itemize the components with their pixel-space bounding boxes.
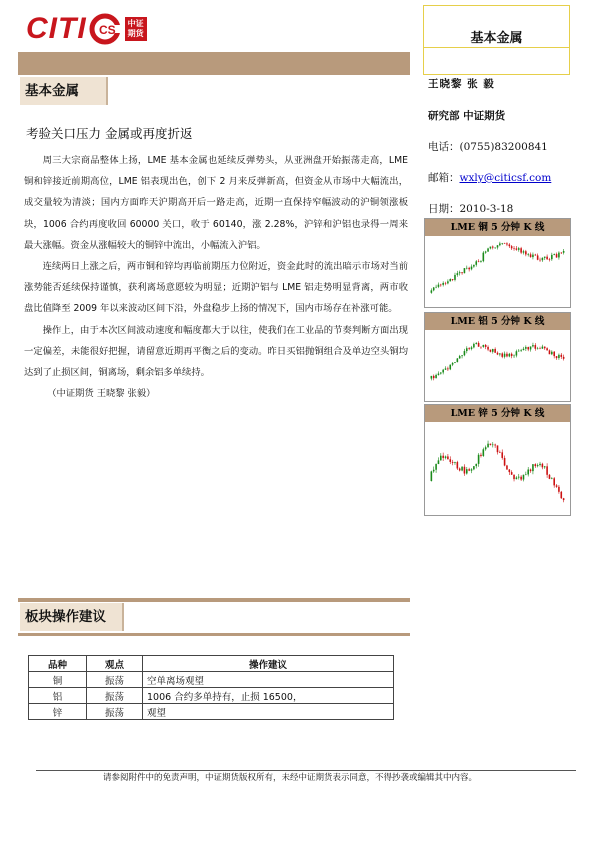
candle-body <box>520 477 522 480</box>
candle-body <box>504 458 506 466</box>
candle-body <box>501 243 503 244</box>
candle-body <box>438 374 440 375</box>
chart-aluminum-plot <box>425 330 570 401</box>
candle-body <box>433 470 435 472</box>
candle-body <box>530 254 532 257</box>
paragraph-1: 周三大宗商品整体上扬，LME 基本金属也延续反弹势头，从亚洲盘开始振荡走高，LME 铜和锌接近前期高位，LME 铝表现出色，创下 2 月来反弹新高，但资金从市场中大幅流出，成交量较为清淡；国内方面昨天沪期高开后一路走高，近期一直保持窄幅波动的沪铜领涨板块，1006 合约再度收回 60000 关口，收于 60140，涨 2.28%，沪锌和沪铝也录得一周来最大涨幅。资金从涨幅较大的铜锌中流出，小幅流入沪铝。 <box>24 155 408 251</box>
cell-view: 振荡 <box>87 688 143 704</box>
candle-body <box>452 462 454 463</box>
candle-body <box>447 368 449 369</box>
table-header-row <box>29 656 394 672</box>
candle-body <box>534 345 536 349</box>
candle-body <box>431 471 433 481</box>
candle-body <box>563 498 565 500</box>
candle-body <box>497 353 499 355</box>
candle-body <box>473 344 475 347</box>
candle-body <box>492 247 494 248</box>
candle-body <box>516 478 518 480</box>
candle-body <box>442 370 444 373</box>
paragraph-2: 连续两日上涨之后，两市铜和锌均再临前期压力位附近，资金此时的流出暗示市场对当前涨势能否延续保持谨慎，获利离场意愿较为明显；近期沪铝与 LME 铝走势明显背离，两市收盘比值降至 2009 年以来波动区间下沿，外盘稳步上扬的情况下，国内市场存在补涨可能。 <box>24 261 408 315</box>
candle-body <box>539 260 541 261</box>
candle-body <box>475 261 477 265</box>
chart-aluminum <box>424 312 571 402</box>
article-headline: 考验关口压力 金属或再度折返 <box>26 126 193 141</box>
candle-body <box>518 351 520 352</box>
candle-body <box>452 279 454 280</box>
candle-body <box>551 478 553 479</box>
candle-body <box>518 477 520 478</box>
candle-body <box>492 349 494 352</box>
candle-body <box>483 345 485 347</box>
candle-body <box>478 343 480 347</box>
citics-logo <box>26 12 147 46</box>
date-line <box>428 201 513 216</box>
phone-line <box>428 139 548 154</box>
candle-body <box>466 348 468 351</box>
candle-body <box>544 257 546 258</box>
chart-copper-plot <box>425 236 570 307</box>
candle-body <box>468 348 470 349</box>
candle-body <box>433 287 435 290</box>
candle-body <box>527 470 529 475</box>
candle-body <box>440 372 442 373</box>
candle-body <box>520 350 522 351</box>
candle-body <box>525 251 527 254</box>
candle-body <box>459 356 461 358</box>
candle-body <box>537 255 539 259</box>
candle-body <box>497 445 499 452</box>
candle-body <box>549 259 551 260</box>
candle-body <box>449 459 451 462</box>
candle-body <box>459 272 461 273</box>
candle-body <box>445 456 447 458</box>
cell-advice: 1006 合约多单持有，止损 16500， <box>143 688 394 704</box>
candle-body <box>454 362 456 363</box>
candle-body <box>513 475 515 479</box>
candle-body <box>542 464 544 467</box>
candle-body <box>454 275 456 280</box>
candle-body <box>431 290 433 292</box>
candle-body <box>494 248 496 249</box>
candle-body <box>442 456 444 458</box>
candle-body <box>433 376 435 378</box>
candle-body <box>492 445 494 446</box>
candle-body <box>445 283 447 284</box>
candle-body <box>546 257 548 260</box>
candle-body <box>490 247 492 249</box>
candle-body <box>544 347 546 349</box>
candle-body <box>518 248 520 250</box>
candle-body <box>468 268 470 269</box>
candle-body <box>473 265 475 267</box>
phone-number: (0755)83200841 <box>459 141 548 153</box>
candle-body <box>461 272 463 273</box>
cell-advice: 观望 <box>143 704 394 720</box>
candle-body <box>516 248 518 249</box>
article-body <box>24 150 408 404</box>
candle-body <box>487 444 489 448</box>
candle-body <box>513 356 515 357</box>
candle-body <box>449 365 451 370</box>
email-link[interactable]: wxly@citicsf.com <box>459 172 552 184</box>
candle-body <box>553 352 555 356</box>
candle-body <box>438 285 440 287</box>
cell-product: 锌 <box>29 704 87 720</box>
candle-body <box>525 347 527 349</box>
col-header-view: 观点 <box>87 656 143 672</box>
candle-body <box>471 267 473 270</box>
candle-body <box>560 492 562 498</box>
logo-cn-bottom: 期货 <box>127 29 144 38</box>
candle-body <box>534 255 536 256</box>
candle-body <box>523 251 525 252</box>
candle-body <box>553 254 555 255</box>
candle-body <box>454 462 456 463</box>
cell-advice: 空单离场观望 <box>143 672 394 688</box>
candle-body <box>511 246 513 248</box>
candle-body <box>457 273 459 275</box>
candle-body <box>556 356 558 358</box>
candle-body <box>483 449 485 456</box>
paragraph-3: 操作上，由于本次区间波动速度和幅度都大于以往，使我们在工业品的节奏判断方面出现一定偏差，未能很好把握，请留意近期再平衡之后的变动。昨日买铝抛铜组合及单边空头铜均达到了止损区间，铜离场，剩余铝多单续持。 <box>24 324 408 379</box>
cell-view: 振荡 <box>87 704 143 720</box>
candle-body <box>447 281 449 283</box>
candle-body <box>480 347 482 348</box>
candle-body <box>497 245 499 247</box>
candle-body <box>499 452 501 453</box>
candle-body <box>494 445 496 446</box>
candle-body <box>483 253 485 262</box>
candle-body <box>466 469 468 473</box>
candle-body <box>442 283 444 285</box>
email-line <box>428 170 551 185</box>
date-value: 2010-3-18 <box>459 203 514 215</box>
department: 研究部 中证期货 <box>428 110 506 122</box>
candle-body <box>490 350 492 352</box>
cell-view: 振荡 <box>87 672 143 688</box>
candle-body <box>558 355 560 358</box>
candle-body <box>506 466 508 470</box>
candle-body <box>560 253 562 254</box>
candle-body <box>499 243 501 245</box>
candle-body <box>485 447 487 449</box>
candle-body <box>542 258 544 260</box>
candle-body <box>475 343 477 344</box>
candle-body <box>523 349 525 350</box>
logo-word: CITI <box>26 12 87 45</box>
candle-body <box>551 352 553 354</box>
candle-body <box>506 354 508 357</box>
candle-body <box>549 350 551 354</box>
chart-zinc <box>424 404 571 516</box>
candle-body <box>544 466 546 467</box>
candle-body <box>546 348 548 350</box>
col-header-advice: 操作建议 <box>143 656 394 672</box>
candle-body <box>551 255 553 259</box>
candle-body <box>509 244 511 246</box>
candle-body <box>525 474 527 475</box>
candle-body <box>475 464 477 466</box>
logo-cs-text: CS <box>98 23 116 37</box>
candle-body <box>438 460 440 464</box>
candle-body <box>556 485 558 486</box>
col-header-product: 品种 <box>29 656 87 672</box>
candle-body <box>563 251 565 253</box>
candle-body <box>447 456 449 459</box>
table-row <box>29 688 394 704</box>
authors: 王晓黎 张 毅 <box>428 78 495 90</box>
candle-body <box>513 248 515 249</box>
candle-body <box>511 354 513 356</box>
candle-body <box>532 345 534 346</box>
logo-cn-top: 中证 <box>127 19 144 28</box>
candle-body <box>532 464 534 471</box>
candle-body <box>537 348 539 349</box>
candle-body <box>464 467 466 474</box>
candle-body <box>539 348 541 349</box>
candle-body <box>520 248 522 252</box>
candle-body <box>539 464 541 465</box>
candle-body <box>511 472 513 475</box>
candle-body <box>542 347 544 349</box>
chart-zinc-title: LME 锌 5 分钟 K 线 <box>425 405 570 422</box>
candle-body <box>516 351 518 355</box>
candle-body <box>461 467 463 471</box>
candle-body <box>457 462 459 468</box>
candle-body <box>480 455 482 456</box>
candle-body <box>527 254 529 255</box>
section2-top-bar <box>18 598 410 602</box>
candle-body <box>501 452 503 458</box>
candle-body <box>457 358 459 362</box>
chart-copper <box>424 218 571 308</box>
table-row <box>29 704 394 720</box>
candle-body <box>466 268 468 269</box>
candle-body <box>509 470 511 473</box>
candle-body <box>509 354 511 357</box>
candle-body <box>471 469 473 470</box>
chart-copper-title: LME 铜 5 分钟 K 线 <box>425 219 570 236</box>
candle-body <box>431 376 433 379</box>
candle-body <box>480 261 482 262</box>
candle-body <box>553 478 555 485</box>
candle-body <box>440 285 442 286</box>
candle-body <box>445 368 447 369</box>
cell-product: 铝 <box>29 688 87 704</box>
candle-body <box>494 349 496 353</box>
phone-label: 电话： <box>428 141 460 153</box>
candle-body <box>504 243 506 244</box>
candle-body <box>558 253 560 258</box>
operations-table <box>28 655 394 720</box>
candle-body <box>468 469 470 470</box>
candle-body <box>523 475 525 480</box>
candle-body <box>478 455 480 464</box>
candle-body <box>560 355 562 357</box>
footer-disclaimer: 请参阅附件中的免责声明，中证期货版权所有，未经中证期货表示同意，不得抄袭或编辑其中内容。 <box>102 773 477 783</box>
candle-body <box>473 466 475 469</box>
candle-body <box>435 464 437 470</box>
candle-body <box>485 345 487 347</box>
candle-body <box>537 465 539 466</box>
date-label: 日期： <box>428 203 460 215</box>
candle-body <box>435 287 437 288</box>
candle-body <box>563 357 565 359</box>
section1-tab: 基本金属 <box>20 77 108 105</box>
candle-body <box>478 261 480 262</box>
candle-body <box>506 243 508 244</box>
candle-body <box>464 268 466 273</box>
logo-cn-block <box>125 17 147 41</box>
chart-zinc-plot <box>425 422 570 515</box>
chart-aluminum-title: LME 铝 5 分钟 K 线 <box>425 313 570 330</box>
table-row <box>29 672 394 688</box>
candle-body <box>549 475 551 479</box>
candle-body <box>499 353 501 354</box>
candle-body <box>546 466 548 475</box>
corner-title: 基本金属 <box>470 31 523 46</box>
section1-top-bar <box>18 52 410 75</box>
corner-divider <box>423 47 570 48</box>
candle-body <box>556 254 558 257</box>
candle-body <box>440 456 442 461</box>
source-line: （中证期货 王晓黎 张毅） <box>47 388 156 400</box>
candle-body <box>487 347 489 350</box>
candle-body <box>459 468 461 470</box>
candle-body <box>532 255 534 257</box>
candle-body <box>471 347 473 349</box>
candle-body <box>452 363 454 365</box>
candle-body <box>530 470 532 472</box>
candle-body <box>501 353 503 356</box>
candle-body <box>435 375 437 378</box>
candle-body <box>558 487 560 492</box>
email-label: 邮箱： <box>428 172 460 184</box>
cs-logo-mark <box>89 13 123 45</box>
candle-body <box>504 354 506 357</box>
candle-body <box>485 252 487 253</box>
candle-body <box>527 347 529 349</box>
candle-body <box>530 346 532 349</box>
section2-tab: 板块操作建议 <box>20 603 124 631</box>
candle-body <box>461 355 463 356</box>
candle-body <box>449 279 451 281</box>
candle-body <box>487 248 489 251</box>
cell-product: 铜 <box>29 672 87 688</box>
candle-body <box>534 464 536 466</box>
candle-body <box>464 351 466 355</box>
candle-body <box>490 444 492 445</box>
section2-bottom-bar <box>18 633 410 636</box>
